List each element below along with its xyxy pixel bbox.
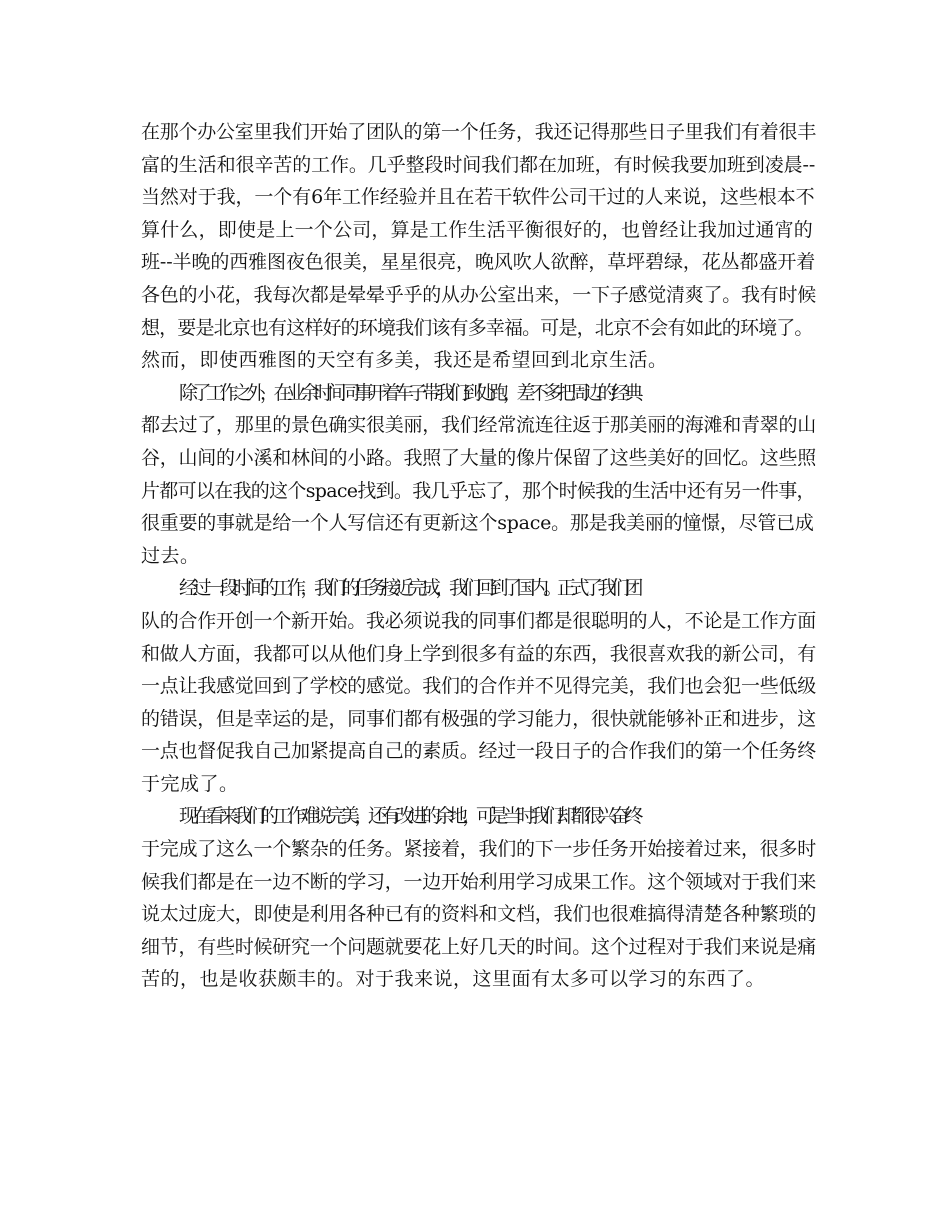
text-line: 很重要的事就是给一个人写信还有更新这个space。那是我美丽的憧憬，尽管已成 — [141, 512, 814, 535]
text-line: 除了工作之外，在业余时间同事开着车子带我们到处跑，差不多把周边的经典 — [179, 381, 639, 404]
text-line: 算什么，即使是上一个公司，算是工作生活平衡很好的，也曾经让我加过通宵的 — [141, 218, 814, 241]
text-line: 的错误，但是幸运的是，同事们都有极强的学习能力，很快就能够补正和进步，这 — [141, 707, 817, 730]
text-line: 想，要是北京也有这样好的环境我们该有多幸福。可是，北京不会有如此的环境了。 — [141, 316, 813, 339]
text-line: 各色的小花，我每次都是晕晕乎乎的从办公室出来，一下子感觉清爽了。我有时候 — [141, 283, 817, 306]
text-line: 和做人方面，我都可以从他们身上学到很多有益的东西，我很喜欢我的新公司，有 — [141, 642, 817, 665]
text-line: 候我们都是在一边不断的学习，一边开始利用学习成果工作。这个领域对于我们来 — [141, 870, 817, 893]
document-body — [141, 116, 817, 996]
paragraph-4 — [141, 800, 817, 996]
text-line: 谷，山间的小溪和林间的小路。我照了大量的像片保留了这些美好的回忆。这些照 — [141, 446, 817, 469]
text-line: 于完成了。 — [141, 772, 239, 795]
text-line: 过去。 — [141, 544, 200, 567]
paragraph-1 — [141, 116, 817, 377]
text-line: 然而，即使西雅图的天空有多美，我还是希望回到北京生活。 — [141, 349, 668, 372]
text-line: 说太过庞大，即使是利用各种已有的资料和文档，我们也很难搞得清楚各种繁琐的 — [141, 903, 817, 926]
paragraph-3 — [141, 572, 817, 800]
text-line: 队的合作开创一个新开始。我必须说我的同事们都是很聪明的人，不论是工作方面 — [141, 609, 817, 632]
text-line: 于完成了这么一个繁杂的任务。紧接着，我们的下一步任务开始接着过来，很多时 — [141, 838, 817, 861]
text-line: 一点让我感觉回到了学校的感觉。我们的合作并不见得完美，我们也会犯一些低级 — [141, 675, 817, 698]
text-line: 现在看来我们的工作难说完美，还有改进的余地，可是当时我们却都很兴奋终 — [179, 805, 639, 828]
text-line: 在那个办公室里我们开始了团队的第一个任务，我还记得那些日子里我们有着很丰 — [141, 121, 817, 143]
paragraph-2 — [141, 377, 817, 573]
text-line: 一点也督促我自己加紧提高自己的素质。经过一段日子的合作我们的第一个任务终 — [141, 740, 817, 763]
text-line: 细节，有些时候研究一个问题就要花上好几天的时间。这个过程对于我们来说是痛 — [141, 935, 817, 958]
text-line: 当然对于我，一个有6年工作经验并且在若干软件公司干过的人来说，这些根本不 — [141, 186, 815, 209]
text-line: 都去过了，那里的景色确实很美丽，我们经常流连往返于那美丽的海滩和青翠的山 — [141, 414, 817, 437]
text-line: 富的生活和很辛苦的工作。几乎整段时间我们都在加班，有时候我要加班到凌晨-- — [141, 153, 816, 176]
text-line: 经过一段时间的工作，我们的任务接近完成，我们回到了国内。正式了我们团 — [179, 577, 639, 600]
text-line: 苦的，也是收获颇丰的。对于我来说，这里面有太多可以学习的东西了。 — [141, 968, 766, 991]
text-line: 片都可以在我的这个space找到。我几乎忘了，那个时候我的生活中还有另一件事， — [141, 479, 815, 502]
text-line: 班--半晚的西雅图夜色很美，星星很亮，晚风吹人欲醉，草坪碧绿，花丛都盛开着 — [141, 251, 816, 274]
